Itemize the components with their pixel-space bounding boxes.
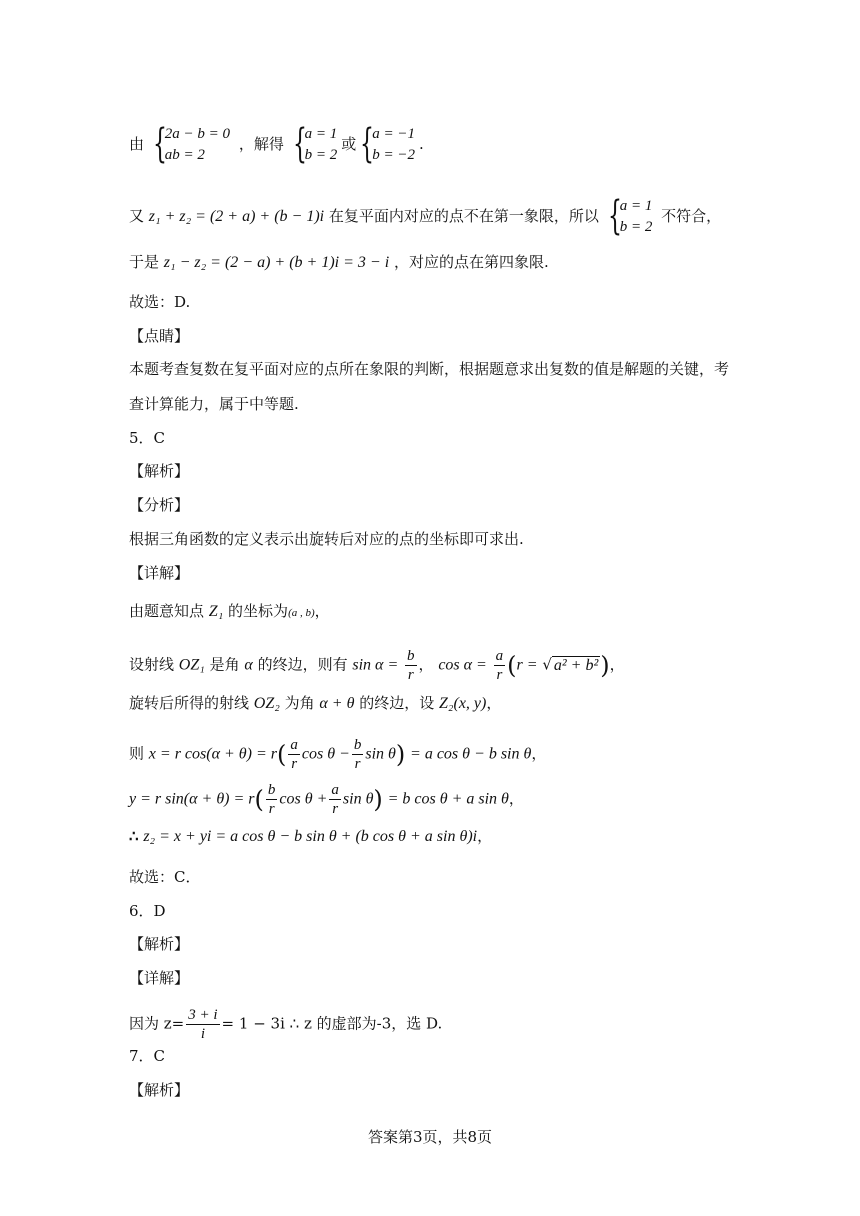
fraction-a-over-r: $\frac{a}{r}$: [495, 648, 504, 683]
paragraph-text: 根据三角函数的定义表示出旋转后对应的点的坐标即可求出.: [129, 530, 524, 548]
sum-expression: z₁ + z₂ = (2 + a) + (b − 1)i: [148, 208, 325, 225]
answer-line: 故选：C．: [129, 868, 201, 886]
point-coordinate-line: 由题意知点 Z₁ 的坐标为(a , b)，: [129, 602, 330, 620]
section-heading: 【解析】: [129, 1081, 190, 1099]
trig-definition-line: 设射线 OZ₁ 是角 α 的终边，则有 sin α = $\frac{b}{r}$ ， cos α = $\frac{a}{r}$ (r = √ a² + b²)，: [129, 648, 625, 683]
equation-system-4: { a = 1 b = 2: [607, 193, 653, 239]
section-heading: 【分析】: [129, 496, 190, 514]
imaginary-part-line: 因为 z= $\frac{3 + i}{i}$ = 1 − 3i ∴ z 的虚部为-3，选 D.: [129, 1007, 443, 1042]
y-coordinate-line: y = r sin(α + θ) = r( $\frac{b}{r}$ cos θ + $\frac{a}{r}$ sin θ) = b cos θ + a sin θ，: [129, 782, 524, 817]
text-you: 由: [129, 135, 145, 153]
difference-line: 于是 z₁ − z₂ = (2 − a) + (b + 1)i = 3 − i ，对应的点在第四象限.: [129, 253, 549, 271]
section-heading: 【解析】: [129, 935, 190, 953]
difference-expression: z₁ − z₂ = (2 − a) + (b + 1)i = 3 − i: [163, 254, 390, 271]
question-number: 6．D: [129, 902, 166, 920]
x-coordinate-line: 则 x = r cos(α + θ) = r( $\frac{a}{r}$ cos θ − $\frac{b}{r}$ sin θ) = a cos θ − b sin θ，: [129, 737, 547, 772]
rotation-line: 旋转后所得的射线 OZ₂ 为角 α + θ 的终边，设 Z₂(x, y)，: [129, 694, 502, 712]
quadrant-check-line: 又 z₁ + z₂ = (2 + a) + (b − 1)i 在复平面内对应的点不在第一象限，所以 { a = 1 b = 2 不符合，: [129, 193, 722, 239]
equation-system-1: { 2a − b = 0 ab = 2: [152, 121, 231, 167]
z2-expression-line: ∴ z₂ = x + yi = a cos θ − b sin θ + (b cos θ + a sin θ)i，: [129, 827, 493, 845]
question-number: 7．C: [129, 1047, 166, 1065]
section-heading: 【详解】: [129, 969, 190, 987]
answer-line: 故选：D.: [129, 293, 191, 311]
paragraph-text: 查计算能力，属于中等题.: [129, 395, 299, 413]
section-heading: 【点睛】: [129, 327, 190, 345]
equation-system-2: { a = 1 b = 2: [292, 121, 338, 167]
fraction-b-over-r: $\frac{b}{r}$: [407, 648, 415, 683]
question-number: 5．C: [129, 429, 166, 447]
page-footer: 答案第3页，共8页: [367, 1128, 493, 1146]
equation-system-3: { a = −1 b = −2: [360, 121, 416, 167]
solution-system-line: 由 { 2a − b = 0 ab = 2 ，解得 { a = 1 b = 2 或 { a = −1 b = −2 .: [129, 121, 424, 167]
section-heading: 【详解】: [129, 564, 190, 582]
section-heading: 【解析】: [129, 462, 190, 480]
paragraph-text: 本题考查复数在复平面对应的点所在象限的判断，根据题意求出复数的值是解题的关键，考: [129, 360, 730, 378]
fraction-3i-over-i: $\frac{3 + i}{i}$: [188, 1007, 218, 1042]
